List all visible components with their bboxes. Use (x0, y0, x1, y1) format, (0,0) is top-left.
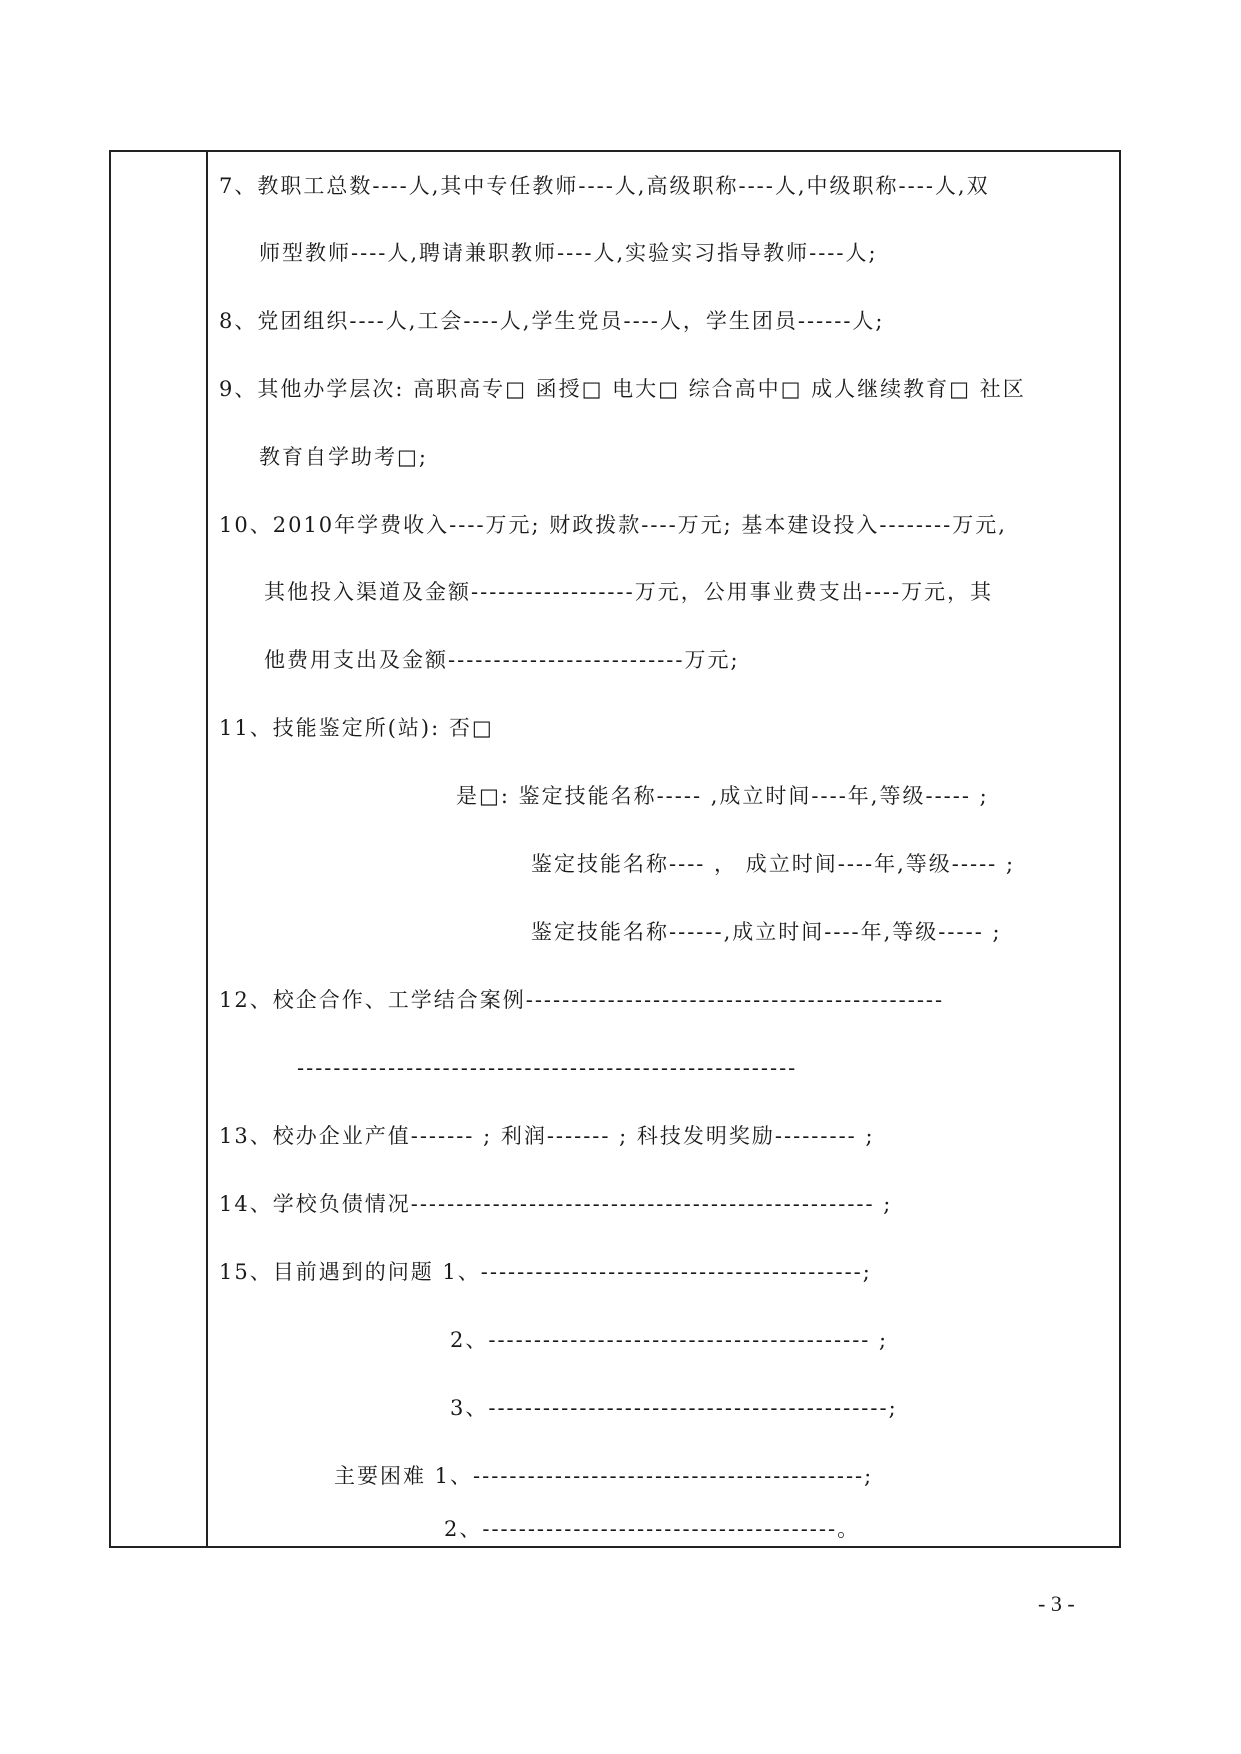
form-line-14: 14、学校负债情况--------------------------------------------------- ; (219, 1192, 893, 1216)
form-line-11: 11、技能鉴定所(站): 否□ (219, 716, 494, 740)
form-label-column (111, 152, 208, 1546)
form-line-15-q2: 2、------------------------------------------ ; (450, 1328, 889, 1352)
form-line-13: 13、校办企业产值------- ; 利润------- ; 科技发明奖励--------- ; (219, 1124, 875, 1148)
form-line-15-q3: 3、--------------------------------------------; (450, 1396, 898, 1420)
form-line-10c: 他费用支出及金额--------------------------万元; (264, 648, 740, 672)
form-line-11-skill-2: 鉴定技能名称---- ， 成立时间----年,等级----- ; (531, 852, 1016, 876)
page-number: - 3 - (1038, 1591, 1075, 1616)
form-line-9b: 教育自学助考□; (259, 445, 428, 469)
form-line-9a: 9、其他办学层次: 高职高专□ 函授□ 电大□ 综合高中□ 成人继续教育□ 社区 (219, 377, 1026, 401)
form-line-12b: ------------------------------------------------------- (297, 1056, 798, 1080)
form-line-7a: 7、教职工总数----人,其中专任教师----人,高级职称----人,中级职称----人,双 (219, 174, 990, 198)
form-line-10b: 其他投入渠道及金额------------------万元，公用事业费支出----万元，其 (264, 580, 994, 604)
form-line-15-q1: 15、目前遇到的问题 1、------------------------------------------; (219, 1260, 872, 1284)
form-line-11-yes: 是□: 鉴定技能名称----- ,成立时间----年,等级----- ; (456, 784, 989, 808)
form-line-10a: 10、2010年学费收入----万元; 财政拨款----万元; 基本建设投入--------万元, (219, 513, 1007, 537)
form-line-8: 8、党团组织----人,工会----人,学生党员----人，学生团员------人; (219, 309, 885, 333)
form-line-12a: 12、校企合作、工学结合案例---------------------------------------------- (219, 988, 945, 1012)
form-line-11-skill-3: 鉴定技能名称------,成立时间----年,等级----- ; (531, 920, 1002, 944)
form-line-difficulty-2: 2、---------------------------------------。 (444, 1517, 861, 1541)
form-line-difficulty-1: 主要困难 1、-------------------------------------------; (334, 1464, 874, 1488)
form-line-7b: 师型教师----人,聘请兼职教师----人,实验实习指导教师----人; (259, 241, 878, 265)
